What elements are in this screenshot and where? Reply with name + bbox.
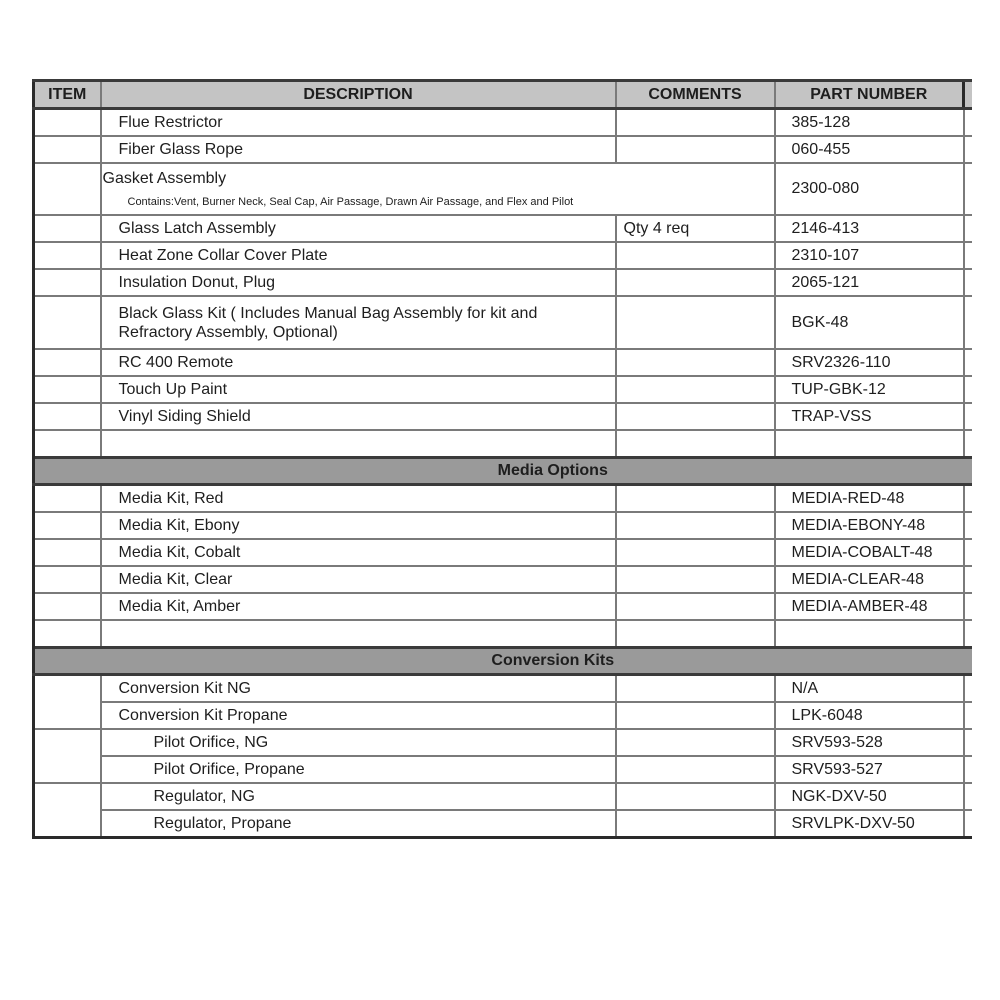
part-number-cell: MEDIA-CLEAR-48 [775, 566, 964, 593]
comments-cell [616, 729, 775, 756]
comments-cell [616, 349, 775, 376]
description-cell: Media Kit, Amber [101, 593, 616, 620]
item-cell [34, 242, 101, 269]
part-number-cell: NGK-DXV-50 [775, 783, 964, 810]
description-cell: Media Kit, Red [101, 485, 616, 513]
table-row [34, 109, 973, 137]
extra-cell [964, 512, 973, 539]
item-cell [34, 593, 101, 620]
description-cell: Regulator, Propane [101, 810, 616, 838]
description-cell: Pilot Orifice, NG [101, 729, 616, 756]
item-cell [34, 729, 101, 783]
table-row [34, 485, 973, 513]
header-part-number: PART NUMBER [775, 81, 964, 109]
table-row [34, 269, 973, 296]
table-row [34, 756, 973, 783]
part-number-cell: MEDIA-COBALT-48 [775, 539, 964, 566]
extra-cell [964, 269, 973, 296]
extra-cell [964, 539, 973, 566]
comments-cell [616, 430, 775, 458]
extra-cell [964, 430, 973, 458]
item-cell [34, 783, 101, 838]
part-number-cell: 2300-080 [775, 163, 964, 215]
extra-cell [964, 403, 973, 430]
header-item: ITEM [34, 81, 101, 109]
extra-cell [964, 485, 973, 513]
item-cell [34, 539, 101, 566]
extra-cell [964, 349, 973, 376]
part-number-cell: MEDIA-EBONY-48 [775, 512, 964, 539]
part-number-cell: N/A [775, 675, 964, 703]
comments-cell [616, 242, 775, 269]
item-cell [34, 675, 101, 730]
empty-row [34, 620, 973, 648]
part-number-cell: BGK-48 [775, 296, 964, 349]
table-row [34, 242, 973, 269]
part-number-cell [775, 430, 964, 458]
description-main-text: Gasket Assembly [102, 170, 227, 187]
item-cell [34, 430, 101, 458]
section-header-conversion-kits [34, 648, 973, 675]
table-row [34, 296, 973, 349]
item-cell [34, 215, 101, 242]
comments-cell [616, 485, 775, 513]
comments-cell [616, 269, 775, 296]
table-row [34, 136, 973, 163]
extra-cell [964, 376, 973, 403]
description-cell [101, 430, 616, 458]
description-cell: Vinyl Siding Shield [101, 403, 616, 430]
comments-cell [616, 539, 775, 566]
description-cell: Heat Zone Collar Cover Plate [101, 242, 616, 269]
comments-cell [616, 136, 775, 163]
part-number-cell: SRV593-528 [775, 729, 964, 756]
comments-cell [616, 376, 775, 403]
header-description: DESCRIPTION [101, 81, 616, 109]
extra-cell [964, 593, 973, 620]
item-cell [34, 269, 101, 296]
part-number-cell: MEDIA-AMBER-48 [775, 593, 964, 620]
part-number-cell: 2310-107 [775, 242, 964, 269]
part-number-cell: SRV2326-110 [775, 349, 964, 376]
part-number-cell: LPK-6048 [775, 702, 964, 729]
section-title: Conversion Kits [34, 648, 973, 675]
parts-list-container [32, 79, 972, 839]
description-cell: Pilot Orifice, Propane [101, 756, 616, 783]
comments-cell [616, 810, 775, 838]
item-cell [34, 349, 101, 376]
item-cell [34, 136, 101, 163]
description-cell: Media Kit, Cobalt [101, 539, 616, 566]
description-cell: Media Kit, Ebony [101, 512, 616, 539]
part-number-cell: 2146-413 [775, 215, 964, 242]
part-number-cell: 060-455 [775, 136, 964, 163]
comments-cell [616, 783, 775, 810]
extra-cell [964, 729, 973, 756]
part-number-cell: MEDIA-RED-48 [775, 485, 964, 513]
description-cell: Fiber Glass Rope [101, 136, 616, 163]
extra-cell [964, 675, 973, 703]
description-cell: Black Glass Kit ( Includes Manual Bag Assembly for kit and Refractory Assembly, Optional) [101, 296, 616, 349]
table-row [34, 163, 973, 215]
table-row [34, 403, 973, 430]
comments-cell [616, 109, 775, 137]
part-number-cell: SRVLPK-DXV-50 [775, 810, 964, 838]
comments-cell [616, 756, 775, 783]
comments-cell [616, 620, 775, 648]
section-title: Media Options [34, 458, 973, 485]
table-row [34, 810, 973, 838]
description-cell: Glass Latch Assembly [101, 215, 616, 242]
extra-cell [964, 810, 973, 838]
part-number-cell: TUP-GBK-12 [775, 376, 964, 403]
comments-cell [616, 702, 775, 729]
table-row [34, 593, 973, 620]
table-row [34, 539, 973, 566]
item-cell [34, 109, 101, 137]
item-cell [34, 620, 101, 648]
extra-cell [964, 109, 973, 137]
table-row [34, 729, 973, 756]
comments-cell [616, 566, 775, 593]
description-cell: Conversion Kit Propane [101, 702, 616, 729]
description-cell [101, 163, 775, 215]
part-number-cell: 385-128 [775, 109, 964, 137]
extra-cell [964, 702, 973, 729]
comments-cell: Qty 4 req [616, 215, 775, 242]
section-header-media-options [34, 458, 973, 485]
extra-cell [964, 215, 973, 242]
header-row [34, 81, 973, 109]
table-row [34, 349, 973, 376]
item-cell [34, 485, 101, 513]
item-cell [34, 376, 101, 403]
table-row [34, 702, 973, 729]
table-row [34, 215, 973, 242]
description-cell: Insulation Donut, Plug [101, 269, 616, 296]
extra-cell [964, 296, 973, 349]
comments-cell [616, 675, 775, 703]
table-row [34, 675, 973, 703]
table-row [34, 783, 973, 810]
description-cell: Touch Up Paint [101, 376, 616, 403]
description-cell: Media Kit, Clear [101, 566, 616, 593]
comments-cell [616, 403, 775, 430]
parts-table [32, 79, 972, 839]
description-cell: Regulator, NG [101, 783, 616, 810]
part-number-cell [775, 620, 964, 648]
empty-row [34, 430, 973, 458]
extra-cell [964, 566, 973, 593]
comments-cell [616, 512, 775, 539]
table-row [34, 566, 973, 593]
extra-cell [964, 242, 973, 269]
item-cell [34, 566, 101, 593]
header-comments: COMMENTS [616, 81, 775, 109]
extra-cell [964, 756, 973, 783]
description-cell: Flue Restrictor [101, 109, 616, 137]
item-cell [34, 403, 101, 430]
table-row [34, 376, 973, 403]
item-cell [34, 296, 101, 349]
part-number-cell: 2065-121 [775, 269, 964, 296]
table-row [34, 512, 973, 539]
part-number-cell: TRAP-VSS [775, 403, 964, 430]
description-cell: Conversion Kit NG [101, 675, 616, 703]
comments-cell [616, 296, 775, 349]
description-cell [101, 620, 616, 648]
part-number-cell: SRV593-527 [775, 756, 964, 783]
description-cell: RC 400 Remote [101, 349, 616, 376]
extra-cell [964, 783, 973, 810]
description-sub-text: Contains:Vent, Burner Neck, Seal Cap, Air Passage, Drawn Air Passage, and Flex and Pilot [127, 196, 574, 208]
item-cell [34, 163, 101, 215]
comments-cell [616, 593, 775, 620]
item-cell [34, 512, 101, 539]
extra-cell [964, 163, 973, 215]
extra-cell [964, 620, 973, 648]
extra-cell [964, 136, 973, 163]
header-extra-column [964, 81, 973, 109]
